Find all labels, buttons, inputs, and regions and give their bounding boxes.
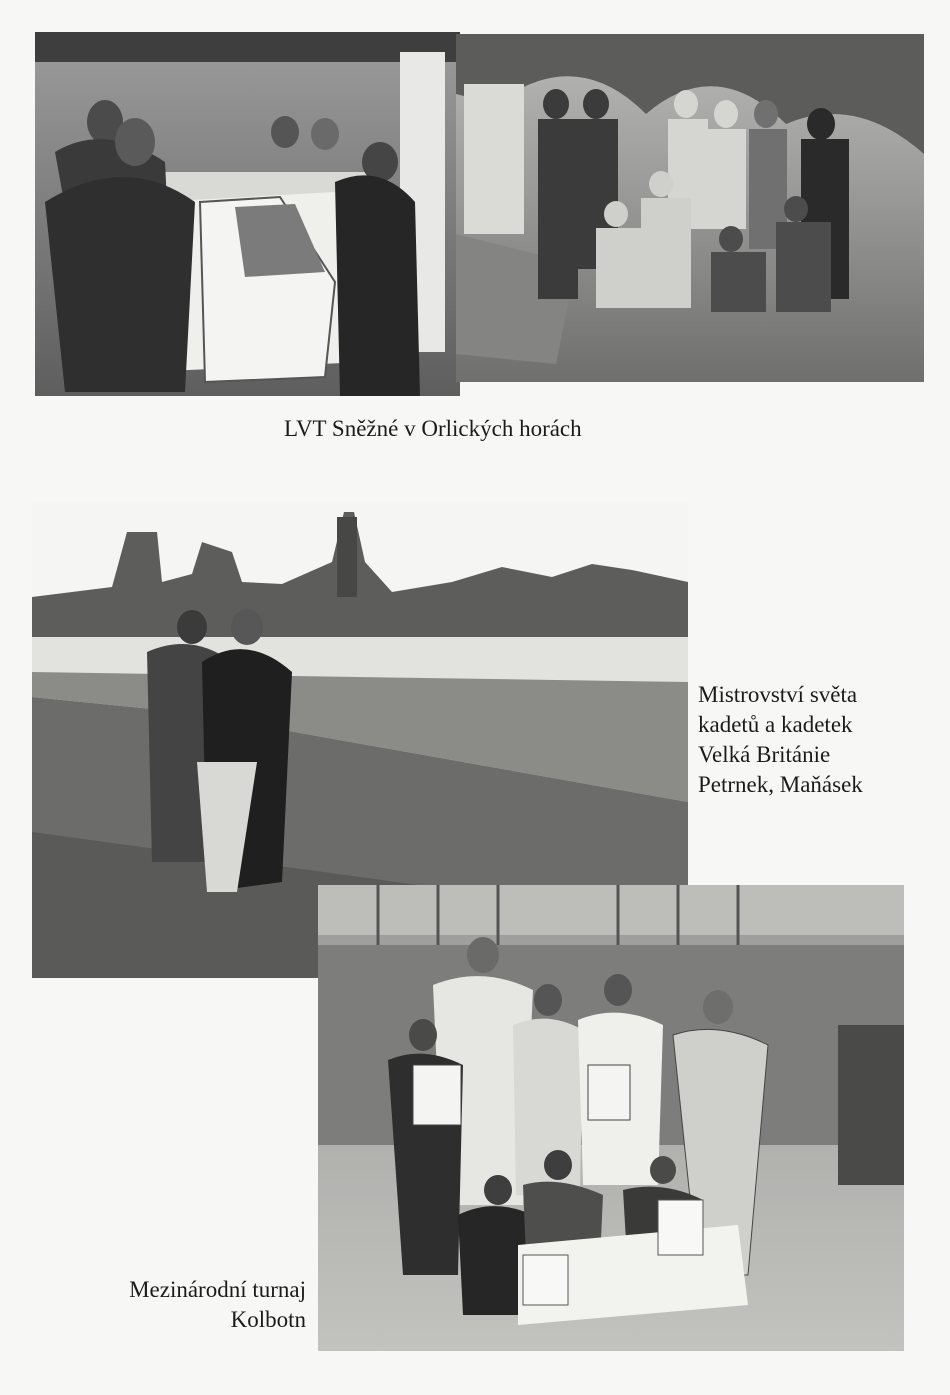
photo-outdoor-group	[456, 34, 924, 382]
caption-world-championship	[698, 680, 863, 800]
caption-line: LVT Sněžné v Orlických horách	[284, 416, 582, 441]
photo-car-group	[35, 32, 460, 396]
photo-tournament-group	[318, 885, 904, 1351]
caption-line: Mistrovství světa	[698, 682, 858, 707]
caption-lvt-snezne	[284, 414, 582, 444]
caption-line: Velká Británie	[698, 742, 831, 767]
caption-international-tournament	[86, 1275, 306, 1335]
caption-line: Petrnek, Maňásek	[698, 772, 863, 797]
caption-line: Mezinárodní turnaj	[129, 1277, 306, 1302]
caption-line: Kolbotn	[230, 1307, 306, 1332]
caption-line: kadetů a kadetek	[698, 712, 853, 737]
